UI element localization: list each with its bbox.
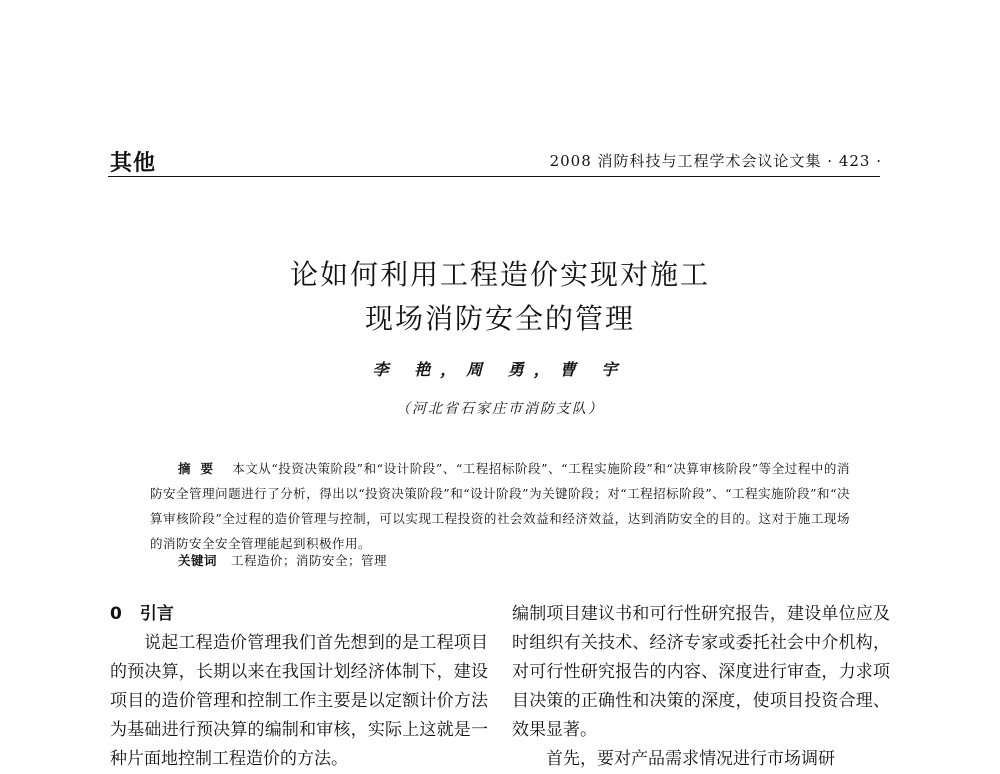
keywords bbox=[178, 551, 387, 569]
section-title: 引言 bbox=[139, 604, 174, 624]
keywords-label: 关键词 bbox=[178, 553, 218, 568]
body-paragraph-next: 首先，要对产品需求情况进行市场调研 bbox=[546, 749, 835, 769]
authors: 李 艳，周 勇，曹 宇 bbox=[372, 360, 628, 379]
header-rule bbox=[108, 176, 880, 177]
section-heading bbox=[110, 600, 488, 629]
body-paragraph-continued: 编制项目建议书和可行性研究报告，建设单位应及时组织有关技术、经济专家或委托社会中介机构，对可行性研究报告的内容、深度进行审查，力求项目决策的正确性和决策的深度，使项目投资合理、效果显著。 bbox=[512, 604, 890, 740]
title-line-1: 论如何利用工程造价实现对施工 bbox=[289, 258, 710, 291]
abstract bbox=[150, 456, 850, 556]
running-head: 2008 消防科技与工程学术会议论文集 · 423 · bbox=[549, 152, 882, 170]
title-line-2: 现场消防安全的管理 bbox=[364, 302, 635, 335]
body-paragraph: 说起工程造价管理我们首先想到的是工程项目的预决算，长期以来在我国计划经济体制下，建设项目的造价管理和控制工作主要是以定额计价方法为基础进行预决算的编制和审核，实际上这就是一种片面地控制工程造价的方法。 bbox=[110, 633, 488, 769]
section-label: 其他 bbox=[110, 151, 157, 176]
affiliation: （河北省石家庄市消防支队） bbox=[396, 401, 604, 417]
left-column bbox=[110, 600, 488, 774]
abstract-label: 摘要 bbox=[178, 461, 224, 476]
keywords-text: 工程造价；消防安全；管理 bbox=[231, 553, 388, 568]
abstract-text: 本文从“投资决策阶段”和“设计阶段”、“工程招标阶段”、“工程实施阶段”和“决算审核阶段”等全过程中的消防安全管理问题进行了分析，得出以“投资决策阶段”和“设计阶段”为关键阶段；对“工程招标阶段”、“工程实施阶段”和“决算审核阶段”全过程的造价管理与控制，可以实现工程投资的社会效益和经济效益，达到消防安全的目的。这对于施工现场的消防安全安全管理能起到积极作用。 bbox=[150, 461, 850, 551]
right-column bbox=[512, 600, 890, 774]
section-number: 0 bbox=[110, 604, 122, 624]
